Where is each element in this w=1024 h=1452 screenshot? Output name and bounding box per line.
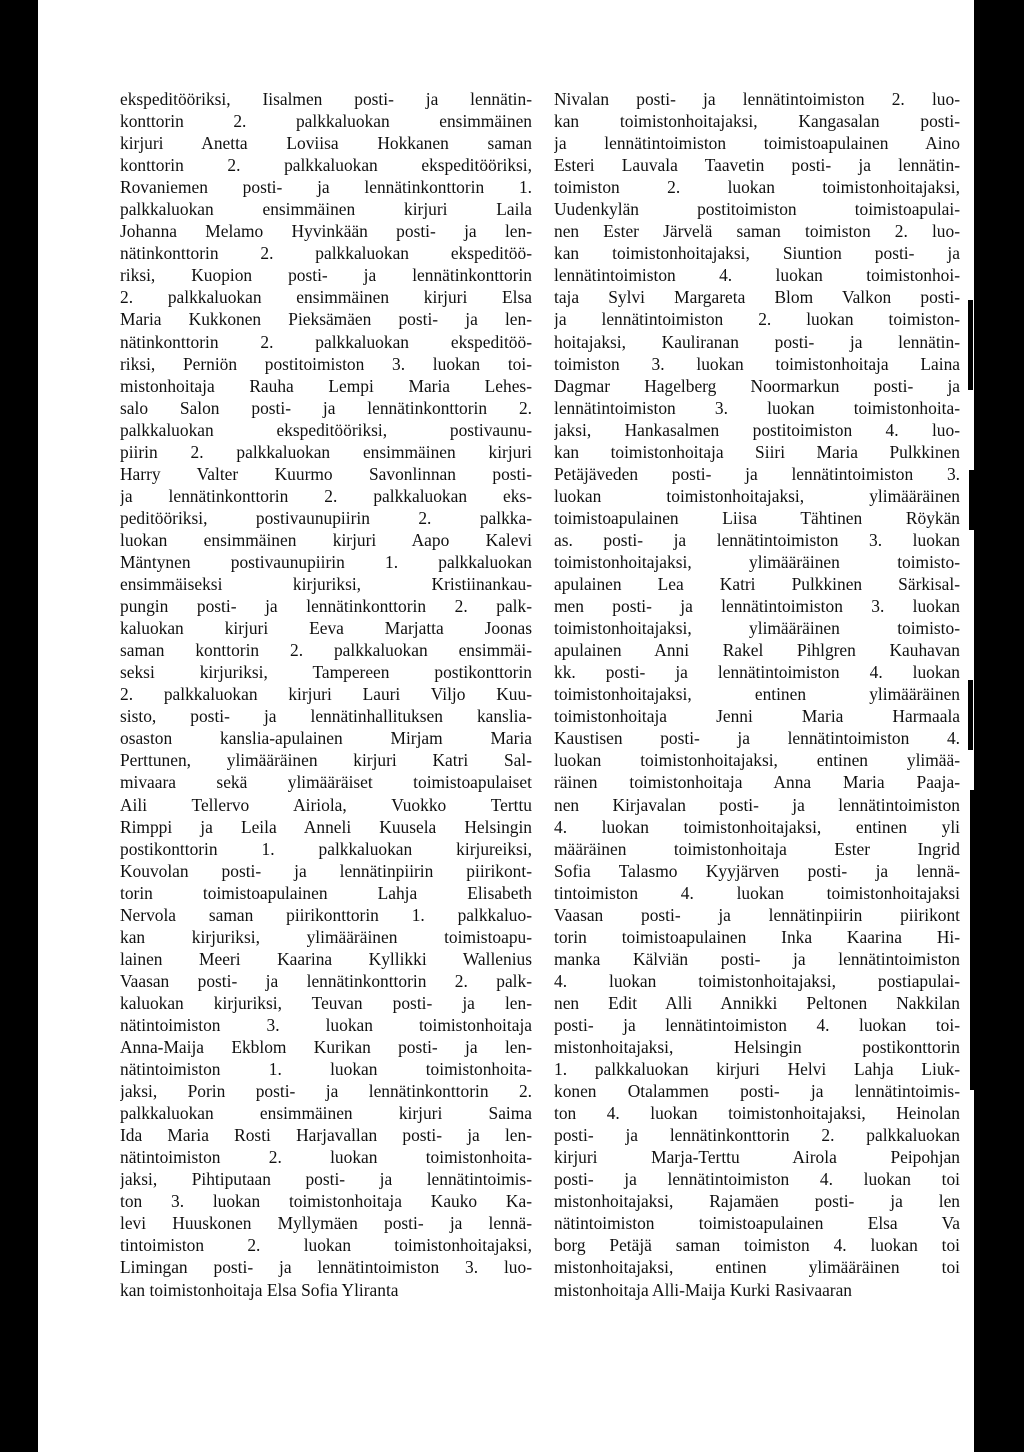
text-line: seksi kirjuriksi, Tampereen postikonttorin bbox=[120, 662, 532, 683]
text-line: ja lennätintoimiston toimistoapulainen Aino bbox=[554, 133, 960, 154]
text-line: posti- ja lennätintoimiston 4. luokan toi bbox=[554, 1169, 960, 1190]
text-line: Nivalan posti- ja lennätintoimiston 2. luo- bbox=[554, 89, 960, 109]
text-line: 4. luokan toimistonhoitajaksi, entinen yli bbox=[554, 816, 960, 837]
text-line: nätintoimiston 3. luokan toimistonhoitaja bbox=[120, 1014, 532, 1035]
text-line: manka Kälviän posti- ja lennätintoimiston bbox=[554, 948, 960, 969]
text-line: Vaasan posti- ja lennätinkonttorin 2. palk- bbox=[120, 970, 532, 991]
text-line: Kaustisen posti- ja lennätintoimiston 4. bbox=[554, 728, 960, 749]
text-line: luokan toimistonhoitajaksi, ylimääräinen bbox=[554, 485, 960, 506]
text-line: men posti- ja lennätintoimiston 3. luokan bbox=[554, 596, 960, 617]
text-line: mivaara sekä ylimääräiset toimistoapulaiset bbox=[120, 772, 532, 793]
text-line: Esteri Lauvala Taavetin posti- ja lennätin- bbox=[554, 155, 960, 176]
text-line: kaluokan kirjuriksi, Teuvan posti- ja len- bbox=[120, 992, 532, 1013]
text-line: toimiston 2. luokan toimistonhoitajaksi, bbox=[554, 177, 960, 198]
text-line: tintoimiston 4. luokan toimistonhoitajaksi bbox=[554, 882, 960, 903]
text-line: palkkaluokan ekspeditööriksi, postivaunu- bbox=[120, 419, 532, 440]
text-line: lennätintoimiston 4. luokan toimistonhoi- bbox=[554, 265, 960, 286]
text-line: ton 4. luokan toimistonhoitajaksi, Heinolan bbox=[554, 1103, 960, 1124]
text-line: Harry Valter Kuurmo Savonlinnan posti- bbox=[120, 463, 532, 484]
text-line: luokan toimistonhoitajaksi, entinen ylimää- bbox=[554, 750, 960, 771]
text-line: nätintoimiston 1. luokan toimistonhoita- bbox=[120, 1059, 532, 1080]
text-line: Anna-Maija Ekblom Kurikan posti- ja len- bbox=[120, 1037, 532, 1058]
text-line: sisto, posti- ja lennätinhallituksen kanslia- bbox=[120, 706, 532, 727]
text-line: palkkaluokan ensimmäinen kirjuri Saima bbox=[120, 1103, 532, 1124]
text-line: taja Sylvi Margareta Blom Valkon posti- bbox=[554, 287, 960, 308]
text-line: mistonhoitaja Rauha Lempi Maria Lehes- bbox=[120, 375, 532, 396]
text-line: konttorin 2. palkkaluokan ensimmäinen bbox=[120, 111, 532, 132]
text-line: levi Huuskonen Myllymäen posti- ja lennä- bbox=[120, 1213, 532, 1234]
text-line: osaston kanslia-apulainen Mirjam Maria bbox=[120, 728, 532, 749]
text-line: postikonttorin 1. palkkaluokan kirjureiksi, bbox=[120, 838, 532, 859]
text-line: jaksi, Hankasalmen postitoimiston 4. luo- bbox=[554, 419, 960, 440]
text-line: palkkaluokan ensimmäinen kirjuri Laila bbox=[120, 199, 532, 220]
text-line: luokan ensimmäinen kirjuri Aapo Kalevi bbox=[120, 529, 532, 550]
text-line: kan toimistonhoitaja Elsa Sofia Yliranta bbox=[120, 1279, 399, 1300]
text-line: toimiston 3. luokan toimistonhoitaja Laina bbox=[554, 353, 960, 374]
text-line: Ida Maria Rosti Harjavallan posti- ja len- bbox=[120, 1125, 532, 1146]
text-line: kan toimistonhoitajaksi, Siuntion posti- ja bbox=[554, 243, 960, 264]
text-line: nätintoimiston toimistoapulainen Elsa Va bbox=[554, 1213, 960, 1234]
text-line: nen Ester Järvelä saman toimiston 2. luo- bbox=[554, 221, 960, 242]
text-line: posti- ja lennätintoimiston 4. luokan toi- bbox=[554, 1014, 960, 1035]
text-line: ensimmäiseksi kirjuriksi, Kristiinankau- bbox=[120, 574, 532, 595]
text-line: saman konttorin 2. palkkaluokan ensimmäi- bbox=[120, 640, 532, 661]
right-text-column bbox=[554, 88, 960, 1301]
text-line: Limingan posti- ja lennätintoimiston 3. luo- bbox=[120, 1257, 532, 1278]
text-line: jaksi, Pihtiputaan posti- ja lennätintoimis- bbox=[120, 1169, 532, 1190]
text-line: kan toimistonhoitajaksi, Kangasalan posti- bbox=[554, 111, 960, 132]
text-line: 4. luokan toimistonhoitajaksi, postiapulai- bbox=[554, 970, 960, 991]
scan-border-left bbox=[0, 0, 38, 1452]
text-line: toimistonhoitaja Jenni Maria Harmaala bbox=[554, 706, 960, 727]
text-line: Uudenkylän postitoimiston toimistoapulai- bbox=[554, 199, 960, 220]
text-line: mistonhoitajaksi, entinen ylimääräinen toi bbox=[554, 1257, 960, 1278]
text-line: riksi, Kuopion posti- ja lennätinkonttorin bbox=[120, 265, 532, 286]
text-line: Johanna Melamo Hyvinkään posti- ja len- bbox=[120, 221, 532, 242]
text-line: mistonhoitajaksi, Helsingin postikonttorin bbox=[554, 1037, 960, 1058]
text-line: 2. palkkaluokan kirjuri Lauri Viljo Kuu- bbox=[120, 684, 532, 705]
text-line: hoitajaksi, Kauliranan posti- ja lennätin- bbox=[554, 331, 960, 352]
text-line: ekspeditööriksi, Iisalmen posti- ja lennätin- bbox=[120, 89, 532, 109]
text-line: Petäjäveden posti- ja lennätintoimiston 3. bbox=[554, 463, 960, 484]
text-line: mistonhoitaja Alli-Maija Kurki Rasivaaran bbox=[554, 1279, 852, 1300]
text-line: kk. posti- ja lennätintoimiston 4. luokan bbox=[554, 662, 960, 683]
text-line: piirin 2. palkkaluokan ensimmäinen kirjuri bbox=[120, 441, 532, 462]
text-line: kan toimistonhoitaja Siiri Maria Pulkkinen bbox=[554, 441, 960, 462]
text-line: salo Salon posti- ja lennätinkonttorin 2. bbox=[120, 397, 532, 418]
text-line: tintoimiston 2. luokan toimistonhoitajaksi, bbox=[120, 1235, 532, 1256]
text-line: kirjuri Marja-Terttu Airola Peipohjan bbox=[554, 1147, 960, 1168]
text-line: konttorin 2. palkkaluokan ekspeditööriksi, bbox=[120, 155, 532, 176]
text-line: nen Edit Alli Annikki Peltonen Nakkilan bbox=[554, 992, 960, 1013]
text-line: kaluokan kirjuri Eeva Marjatta Joonas bbox=[120, 618, 532, 639]
text-line: Nervola saman piirikonttorin 1. palkkaluo- bbox=[120, 904, 532, 925]
text-line: toimistonhoitajaksi, ylimääräinen toimisto- bbox=[554, 551, 960, 572]
text-line: toimistoapulainen Liisa Tähtinen Röykän bbox=[554, 507, 960, 528]
text-line: borg Petäjä saman toimiston 4. luokan toi bbox=[554, 1235, 960, 1256]
text-line: mistonhoitajaksi, Rajamäen posti- ja len bbox=[554, 1191, 960, 1212]
text-line: Maria Kukkonen Pieksämäen posti- ja len- bbox=[120, 309, 532, 330]
text-line: nen Kirjavalan posti- ja lennätintoimiston bbox=[554, 794, 960, 815]
scan-border-right bbox=[974, 0, 1024, 1452]
text-line: määräinen toimistonhoitaja Ester Ingrid bbox=[554, 838, 960, 859]
text-line: toimistonhoitajaksi, ylimääräinen toimisto- bbox=[554, 618, 960, 639]
text-line: lainen Meeri Kaarina Kyllikki Wallenius bbox=[120, 948, 532, 969]
text-line: posti- ja lennätinkonttorin 2. palkkaluokan bbox=[554, 1125, 960, 1146]
text-line: torin toimistoapulainen Lahja Elisabeth bbox=[120, 882, 532, 903]
text-line: ja lennätinkonttorin 2. palkkaluokan eks- bbox=[120, 485, 532, 506]
text-line: Aili Tellervo Airiola, Vuokko Terttu bbox=[120, 794, 532, 815]
text-line: konen Otalammen posti- ja lennätintoimis- bbox=[554, 1081, 960, 1102]
text-line: pungin posti- ja lennätinkonttorin 2. palk- bbox=[120, 596, 532, 617]
scan-margin-marks bbox=[962, 280, 976, 1300]
text-line: kirjuri Anetta Loviisa Hokkanen saman bbox=[120, 133, 532, 154]
text-line: kan kirjuriksi, ylimääräinen toimistoapu- bbox=[120, 926, 532, 947]
left-text-column bbox=[120, 88, 532, 1301]
text-line: nätintoimiston 2. luokan toimistonhoita- bbox=[120, 1147, 532, 1168]
text-line: räinen toimistonhoitaja Anna Maria Paaja- bbox=[554, 772, 960, 793]
text-line: Mäntynen postivaunupiirin 1. palkkaluokan bbox=[120, 551, 532, 572]
text-line: jaksi, Porin posti- ja lennätinkonttorin 2. bbox=[120, 1081, 532, 1102]
text-line: as. posti- ja lennätintoimiston 3. luokan bbox=[554, 529, 960, 550]
text-line: lennätintoimiston 3. luokan toimistonhoita- bbox=[554, 397, 960, 418]
text-line: ton 3. luokan toimistonhoitaja Kauko Ka- bbox=[120, 1191, 532, 1212]
text-line: toimistonhoitajaksi, entinen ylimääräinen bbox=[554, 684, 960, 705]
text-line: apulainen Anni Rakel Pihlgren Kauhavan bbox=[554, 640, 960, 661]
text-line: Dagmar Hagelberg Noormarkun posti- ja bbox=[554, 375, 960, 396]
text-line: nätinkonttorin 2. palkkaluokan ekspeditöö- bbox=[120, 243, 532, 264]
text-line: Rovaniemen posti- ja lennätinkonttorin 1. bbox=[120, 177, 532, 198]
text-line: Kouvolan posti- ja lennätinpiirin piirikont- bbox=[120, 860, 532, 881]
text-line: Vaasan posti- ja lennätinpiirin piirikont bbox=[554, 904, 960, 925]
text-line: Sofia Talasmo Kyyjärven posti- ja lennä- bbox=[554, 860, 960, 881]
text-line: riksi, Perniön postitoimiston 3. luokan toi- bbox=[120, 353, 532, 374]
text-line: Rimppi ja Leila Anneli Kuusela Helsingin bbox=[120, 816, 532, 837]
text-line: peditööriksi, postivaunupiirin 2. palkka- bbox=[120, 507, 532, 528]
text-line: Perttunen, ylimääräinen kirjuri Katri Sal- bbox=[120, 750, 532, 771]
text-line: torin toimistoapulainen Inka Kaarina Hi- bbox=[554, 926, 960, 947]
text-line: 2. palkkaluokan ensimmäinen kirjuri Elsa bbox=[120, 287, 532, 308]
text-line: nätinkonttorin 2. palkkaluokan ekspeditöö- bbox=[120, 331, 532, 352]
text-line: ja lennätintoimiston 2. luokan toimiston- bbox=[554, 309, 960, 330]
text-line: 1. palkkaluokan kirjuri Helvi Lahja Liuk- bbox=[554, 1059, 960, 1080]
text-line: apulainen Lea Katri Pulkkinen Särkisal- bbox=[554, 574, 960, 595]
